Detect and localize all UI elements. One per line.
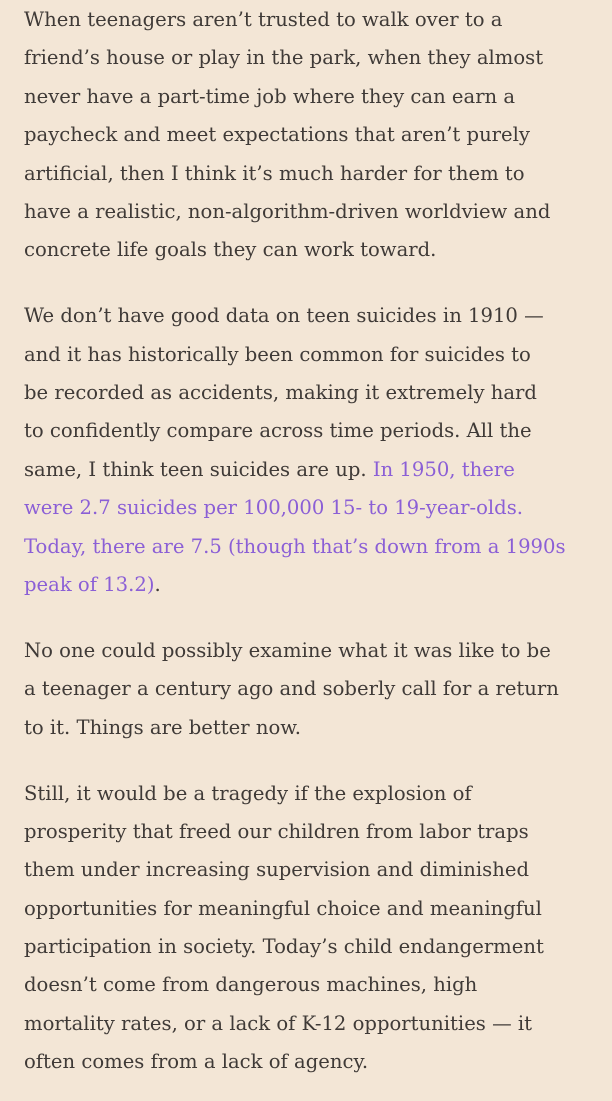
text-run: No one could possibly examine what it was like to be	[24, 638, 551, 662]
text-line	[24, 775, 592, 813]
text-line	[24, 451, 592, 489]
text-line	[24, 193, 592, 231]
text-run: prosperity that freed our children from labor traps	[24, 819, 529, 843]
text-line	[24, 528, 592, 566]
text-run: When teenagers aren’t trusted to walk over to a	[24, 8, 503, 31]
text-run: We don’t have good data on teen suicides in 1910 —	[24, 304, 544, 328]
paragraph-1	[24, 1, 592, 270]
text-line	[24, 890, 592, 928]
text-line	[24, 231, 592, 269]
text-run: mortality rates, or a lack of K-12 opportunities — it	[24, 1011, 533, 1035]
suicide-statistics-link[interactable]: Today, there are 7.5 (though that’s down from a 1990s	[24, 534, 566, 558]
text-line	[24, 116, 592, 154]
suicide-statistics-link[interactable]: In 1950, there	[372, 457, 515, 481]
text-run: to it. Things are better now.	[24, 715, 301, 739]
text-line	[24, 336, 592, 374]
text-line	[24, 1, 592, 39]
text-line	[24, 851, 592, 889]
text-line	[24, 374, 592, 412]
text-run: doesn’t come from dangerous machines, high	[24, 973, 478, 997]
text-run: paycheck and meet expectations that aren’t purely	[24, 123, 530, 147]
text-run: artificial, then I think it’s much harder for them to	[24, 161, 525, 185]
text-line	[24, 670, 592, 708]
text-line	[24, 297, 592, 335]
text-run: .	[154, 572, 161, 596]
text-line	[24, 813, 592, 851]
text-line	[24, 489, 592, 527]
text-run: to confidently compare across time periods. All the	[24, 419, 532, 443]
text-run: a teenager a century ago and soberly call for a return	[24, 677, 559, 701]
text-run: them under increasing supervision and diminished	[24, 858, 529, 882]
text-line	[24, 1005, 592, 1043]
paragraph-2	[24, 297, 592, 604]
paragraph-3	[24, 632, 592, 747]
text-line	[24, 566, 592, 604]
text-line	[24, 412, 592, 450]
text-run: never have a part-time job where they can earn a	[24, 84, 516, 108]
text-line	[24, 966, 592, 1004]
text-run: participation in society. Today’s child endangerment	[24, 935, 544, 959]
text-line	[24, 928, 592, 966]
text-line	[24, 78, 592, 116]
text-run: often comes from a lack of agency.	[24, 1050, 369, 1074]
text-line	[24, 39, 592, 77]
text-line	[24, 155, 592, 193]
text-run: Still, it would be a tragedy if the explosion of	[24, 781, 472, 805]
paragraph-4	[24, 775, 592, 1082]
text-line	[24, 1043, 592, 1081]
text-line	[24, 632, 592, 670]
text-run: opportunities for meaningful choice and meaningful	[24, 896, 542, 920]
text-run: and it has historically been common for suicides to	[24, 342, 531, 366]
text-run: be recorded as accidents, making it extremely hard	[24, 381, 537, 405]
text-line	[24, 709, 592, 747]
suicide-statistics-link[interactable]: were 2.7 suicides per 100,000 15- to 19-year-olds.	[24, 496, 523, 520]
text-run: concrete life goals they can work toward.	[24, 238, 437, 262]
suicide-statistics-link[interactable]: peak of 13.2)	[24, 572, 155, 596]
text-run: friend’s house or play in the park, when they almost	[24, 46, 544, 70]
text-run: have a realistic, non-algorithm-driven worldview and	[24, 199, 551, 223]
text-run: same, I think teen suicides are up.	[24, 457, 373, 481]
